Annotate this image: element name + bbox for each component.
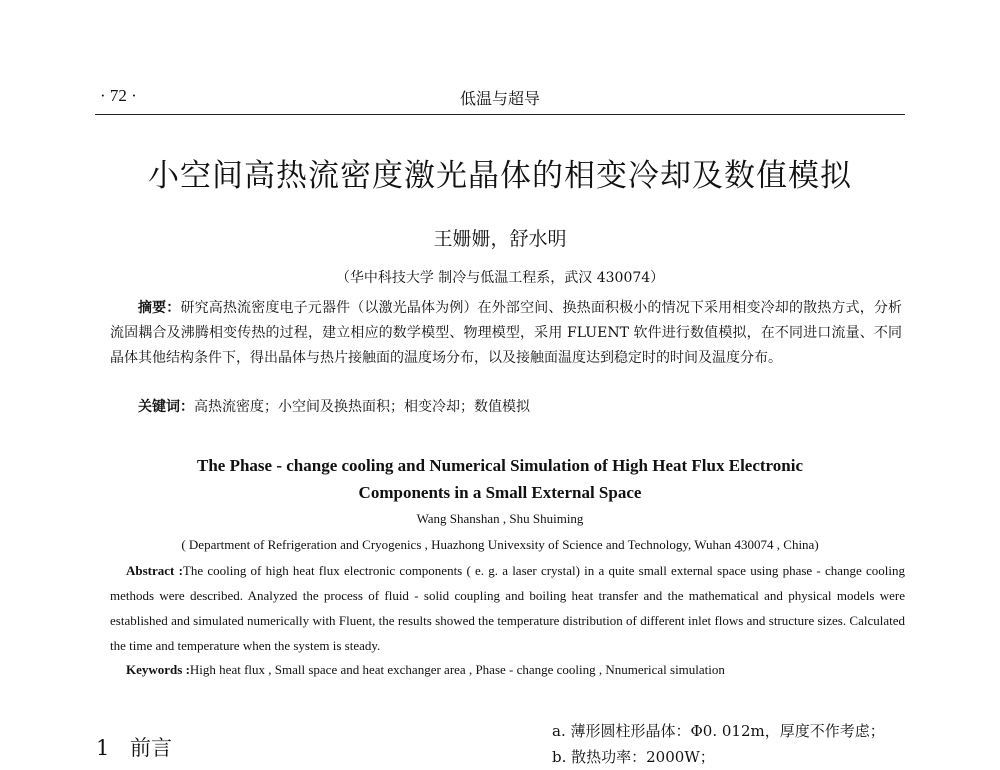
keywords-en: [126, 662, 725, 678]
header-rule: [95, 114, 905, 115]
abstract-en-text: The cooling of high heat flux electronic components ( e. g. a laser crystal) in a quite small external space using phase - change cooling methods were described. Analyzed the process of fluid - solid coupling and boiling heat transfer and the mathematical and physical models were established and simulated numerically with Fluent, the results showed the temperature distribution of different inlet flows and structure sizes. Calculated the time and temperature when the system is steady.: [110, 563, 905, 653]
list-item-a: a. 薄形圆柱形晶体：Φ0. 012m，厚度不作考虑；: [552, 722, 885, 740]
abstract-cn-label: 摘要：: [138, 300, 181, 316]
abstract-cn-text: 研究高热流密度电子元器件（以激光晶体为例）在外部空间、换热面积极小的情况下采用相变冷却的散热方式，分析流固耦合及沸腾相变传热的过程，建立相应的数学模型、物理模型，采用 FLUENT 软件进行数值模拟，在不同进口流量、不同晶体其他结构条件下，得出晶体与热片接触面的温度场分布，以及接触面温度达到稳定时的时间及温度分布。: [110, 300, 902, 366]
keywords-cn: [138, 396, 530, 416]
list-item-b: b. 散热功率：2000W；: [552, 748, 715, 766]
section-number: 1: [96, 736, 110, 760]
affiliation-cn: （华中科技大学 制冷与低温工程系，武汉 430074）: [335, 270, 665, 286]
authors-en: Wang Shanshan , Shu Shuiming: [416, 511, 584, 526]
page-number: · 72 ·: [100, 86, 137, 105]
keywords-en-text: High heat flux , Small space and heat exchanger area , Phase - change cooling , Nnumerical simulation: [189, 662, 725, 677]
keywords-cn-text: 高热流密度；小空间及换热面积；相变冷却；数值模拟: [194, 399, 530, 415]
affiliation-en: ( Department of Refrigeration and Cryogenics , Huazhong Univexsity of Science and Technology, Wuhan 430074 , China): [181, 537, 819, 552]
abstract-en-label: Abstract :: [126, 563, 183, 578]
abstract-en: [110, 558, 905, 658]
section-title: 前言: [130, 736, 172, 760]
paper-title-en-line1: The Phase - change cooling and Numerical Simulation of High Heat Flux Electronic: [196, 456, 803, 475]
right-column-list: [552, 718, 885, 770]
keywords-en-label: Keywords :: [126, 662, 190, 677]
authors-cn: 王姗姗，舒水明: [433, 228, 567, 250]
paper-title-en: [0, 452, 1000, 506]
paper-title-en-line2: Components in a Small External Space: [358, 483, 642, 502]
section-heading: [96, 732, 172, 762]
keywords-cn-label: 关键词：: [138, 399, 194, 415]
journal-name: 低温与超导: [459, 89, 540, 108]
paper-title-cn: 小空间高热流密度激光晶体的相变冷却及数值模拟: [148, 158, 852, 194]
abstract-cn: [110, 296, 902, 371]
